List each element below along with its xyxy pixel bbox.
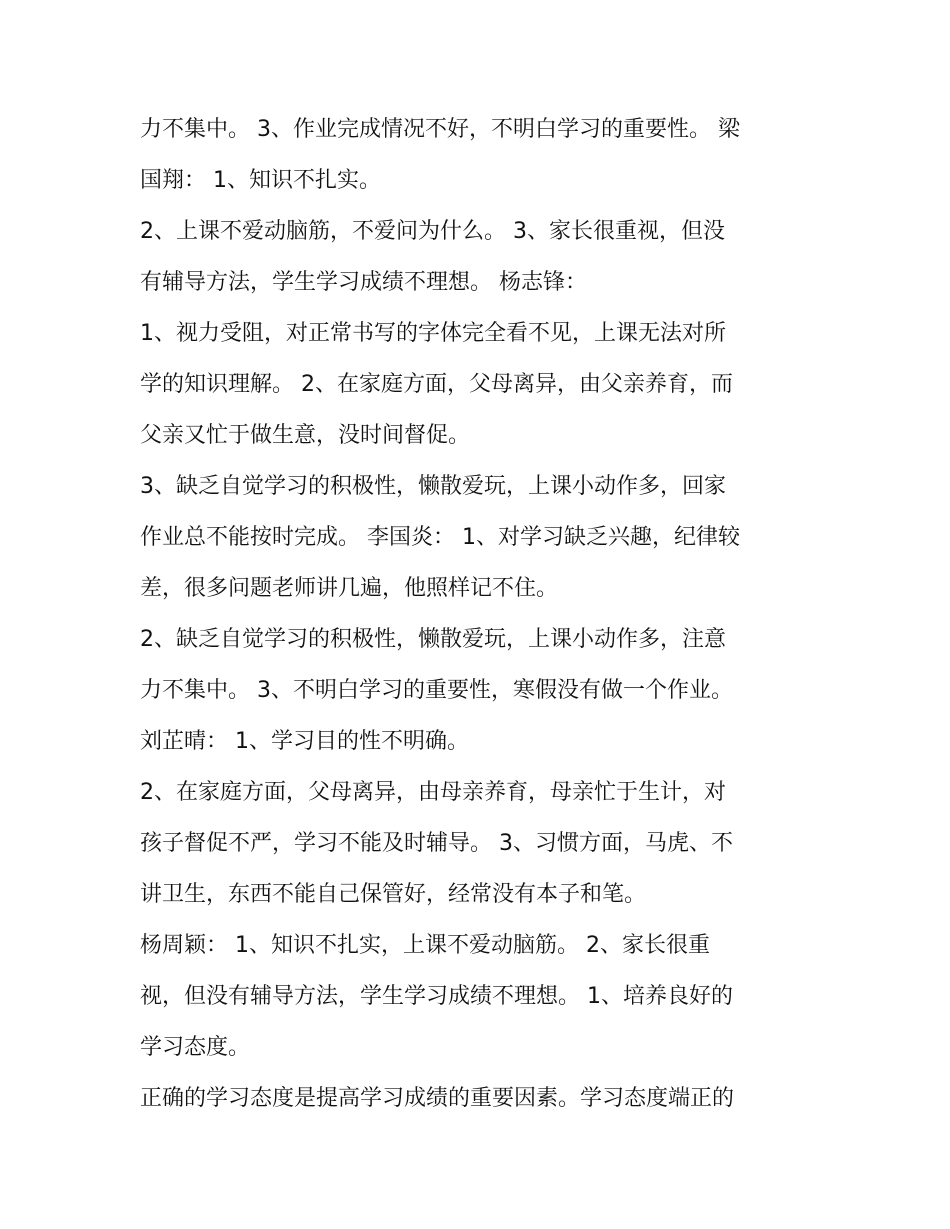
- text-line: 学的知识理解。 2、在家庭方面，父母离异，由父亲养育，而: [140, 372, 733, 397]
- text-line: 有辅导方法，学生学习成绩不理想。 杨志锋：: [140, 270, 587, 295]
- text-line: 2、在家庭方面，父母离异，由母亲养育，母亲忙于生计，对: [140, 780, 726, 805]
- text-line: 视，但没有辅导方法，学生学习成绩不理想。 1、培养良好的: [140, 984, 733, 1009]
- text-line: 2、上课不爱动脑筋，不爱问为什么。 3、家长很重视，但没: [140, 219, 725, 244]
- text-line: 1、视力受阻，对正常书写的字体完全看不见，上课无法对所: [140, 321, 726, 346]
- text-line: 差，很多问题老师讲几遍，他照样记不住。: [140, 576, 559, 601]
- text-line: 孩子督促不严，学习不能及时辅导。 3、习惯方面，马虎、不: [140, 831, 733, 856]
- body-text: [140, 104, 830, 1124]
- text-line: 父亲又忙于做生意，没时间督促。: [140, 423, 471, 448]
- text-line: 讲卫生，东西不能自己保管好，经常没有本子和笔。: [140, 882, 647, 907]
- text-line: 2、缺乏自觉学习的积极性，懒散爱玩，上课小动作多，注意: [140, 627, 726, 652]
- text-line: 力不集中。 3、不明白学习的重要性，寒假没有做一个作业。: [140, 678, 733, 703]
- text-line: 杨周颖： 1、知识不扎实，上课不爱动脑筋。 2、家长很重: [140, 933, 710, 958]
- text-line: 作业总不能按时完成。 李国炎： 1、对学习缺乏兴趣，纪律较: [140, 525, 740, 550]
- text-line: 国翔： 1、知识不扎实。: [140, 168, 381, 193]
- text-line: 刘芷晴： 1、学习目的性不明确。: [140, 729, 469, 754]
- text-line: 正确的学习态度是提高学习成绩的重要因素。学习态度端正的: [140, 1086, 735, 1111]
- text-line: 3、缺乏自觉学习的积极性，懒散爱玩，上课小动作多，回家: [140, 474, 726, 499]
- text-line: 学习态度。: [140, 1035, 251, 1060]
- text-line: 力不集中。 3、作业完成情况不好，不明白学习的重要性。 梁: [140, 117, 740, 142]
